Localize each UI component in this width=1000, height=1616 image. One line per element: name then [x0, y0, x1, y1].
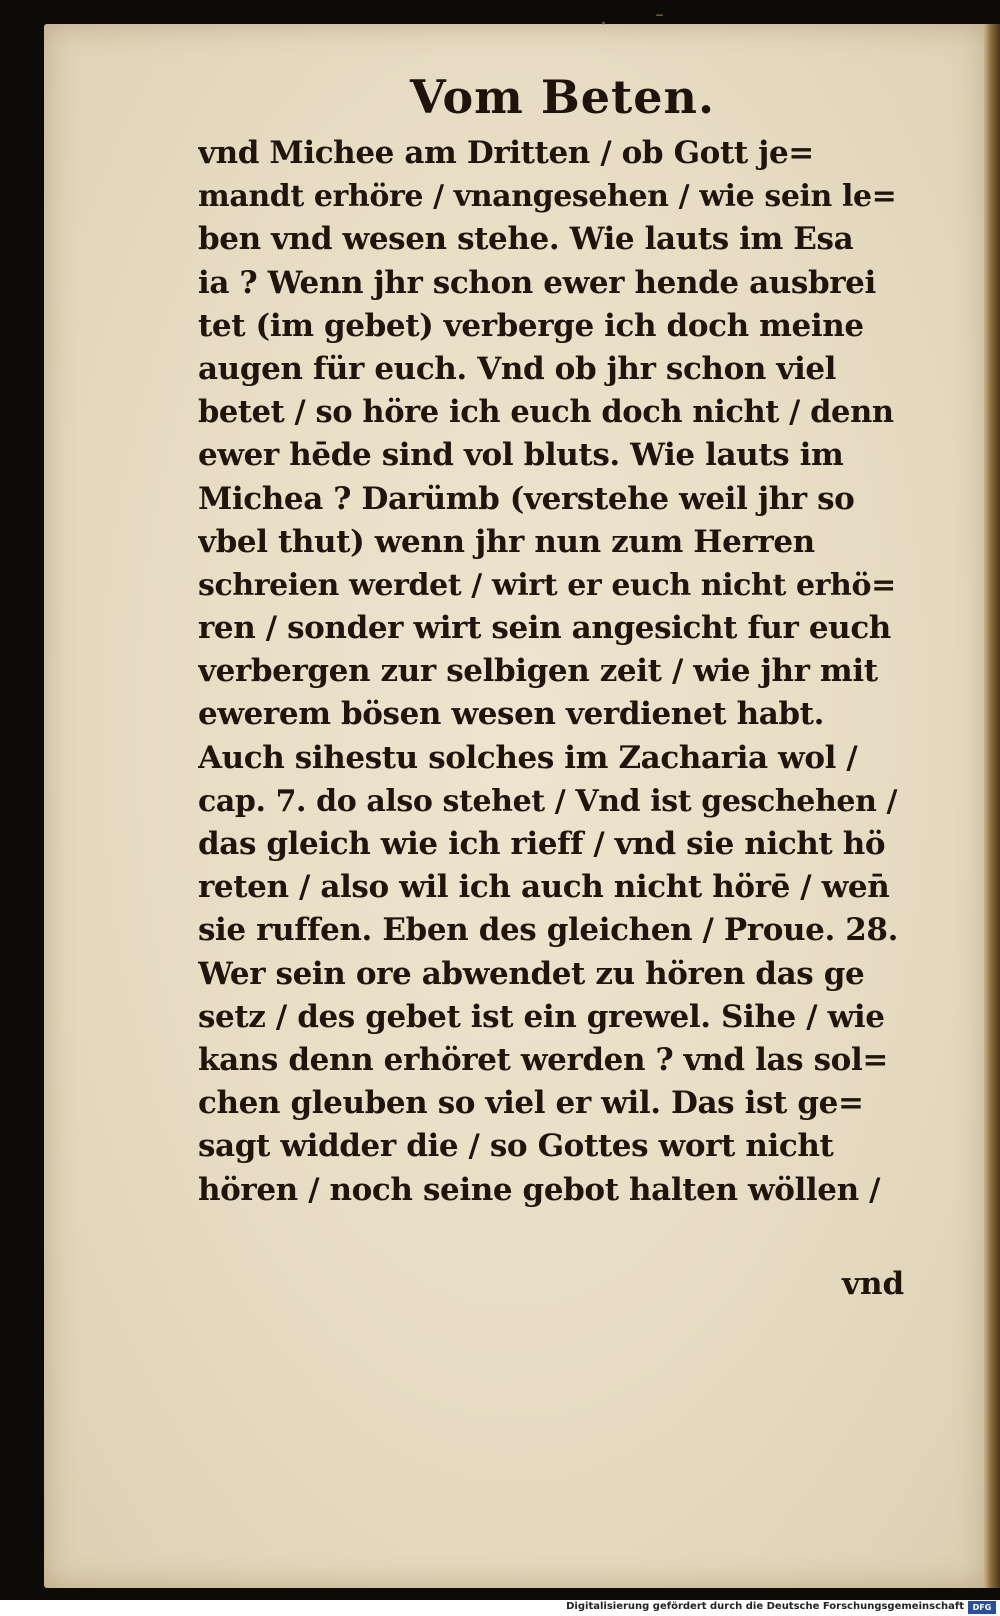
text-line: augen für euch. Vnd ob jhr schon viel — [198, 350, 837, 387]
digitization-footer — [0, 1600, 1000, 1616]
text-line: ewerem bösen wesen verdienet habt. — [198, 696, 824, 733]
text-block — [198, 132, 898, 1212]
text-line: betet / so höre ich euch doch nicht / denn — [198, 394, 894, 431]
footer-credit: Digitalisierung gefördert durch die Deutsche Forschungsgemeinschaft — [566, 1601, 964, 1612]
text-line: sie ruffen. Eben des gleichen / Proue. 28. — [198, 912, 898, 949]
text-line: cap. 7. do also stehet / Vnd ist geschehen / — [198, 783, 898, 819]
text-line: ewer hēde sind vol bluts. Wie lauts im — [198, 437, 844, 474]
text-line: ren / sonder wirt sein angesicht fur euch — [198, 610, 891, 647]
text-line: sagt widder die / so Gottes wort nicht — [198, 1128, 834, 1165]
text-line: ben vnd wesen stehe. Wie lauts im Esa — [198, 221, 854, 258]
running-head: Vom Beten. — [410, 70, 715, 124]
page-top-specks: · ˉ — [600, 12, 685, 37]
catchword: vnd — [842, 1266, 905, 1302]
text-line: vbel thut) wenn jhr nun zum Herren — [198, 523, 815, 560]
text-line: kans denn erhöret werden ? vnd las sol= — [198, 1041, 888, 1078]
text-line: reten / also wil ich auch nicht hörē / wen̄ — [198, 869, 890, 906]
page-edge-shadow — [984, 24, 1000, 1588]
text-line: setz / des gebet ist ein grewel. Sihe / wie — [198, 998, 885, 1035]
text-line: Michea ? Darümb (verstehe weil jhr so — [198, 480, 855, 517]
text-line: mandt erhöre / vnangesehen / wie sein le= — [198, 179, 897, 215]
text-line: chen gleuben so viel er wil. Das ist ge= — [198, 1085, 864, 1122]
text-line: hören / noch seine gebot halten wöllen / — [198, 1171, 881, 1208]
text-line: verbergen zur selbigen zeit / wie jhr mit — [198, 653, 878, 690]
text-line: vnd Michee am Dritten / ob Gott je= — [198, 135, 814, 171]
text-line: ia ? Wenn jhr schon ewer hende ausbrei — [198, 264, 876, 301]
text-line: tet (im gebet) verberge ich doch meine — [198, 307, 864, 344]
text-line: das gleich wie ich rieff / vnd sie nicht hö — [198, 826, 886, 862]
text-line: Wer sein ore abwendet zu hören das ge — [198, 955, 865, 992]
text-line: schreien werdet / wirt er euch nicht erhö= — [198, 567, 896, 603]
dfg-logo-icon: DFG — [968, 1601, 996, 1614]
text-line: Auch sihestu solches im Zacharia wol / — [198, 739, 858, 776]
